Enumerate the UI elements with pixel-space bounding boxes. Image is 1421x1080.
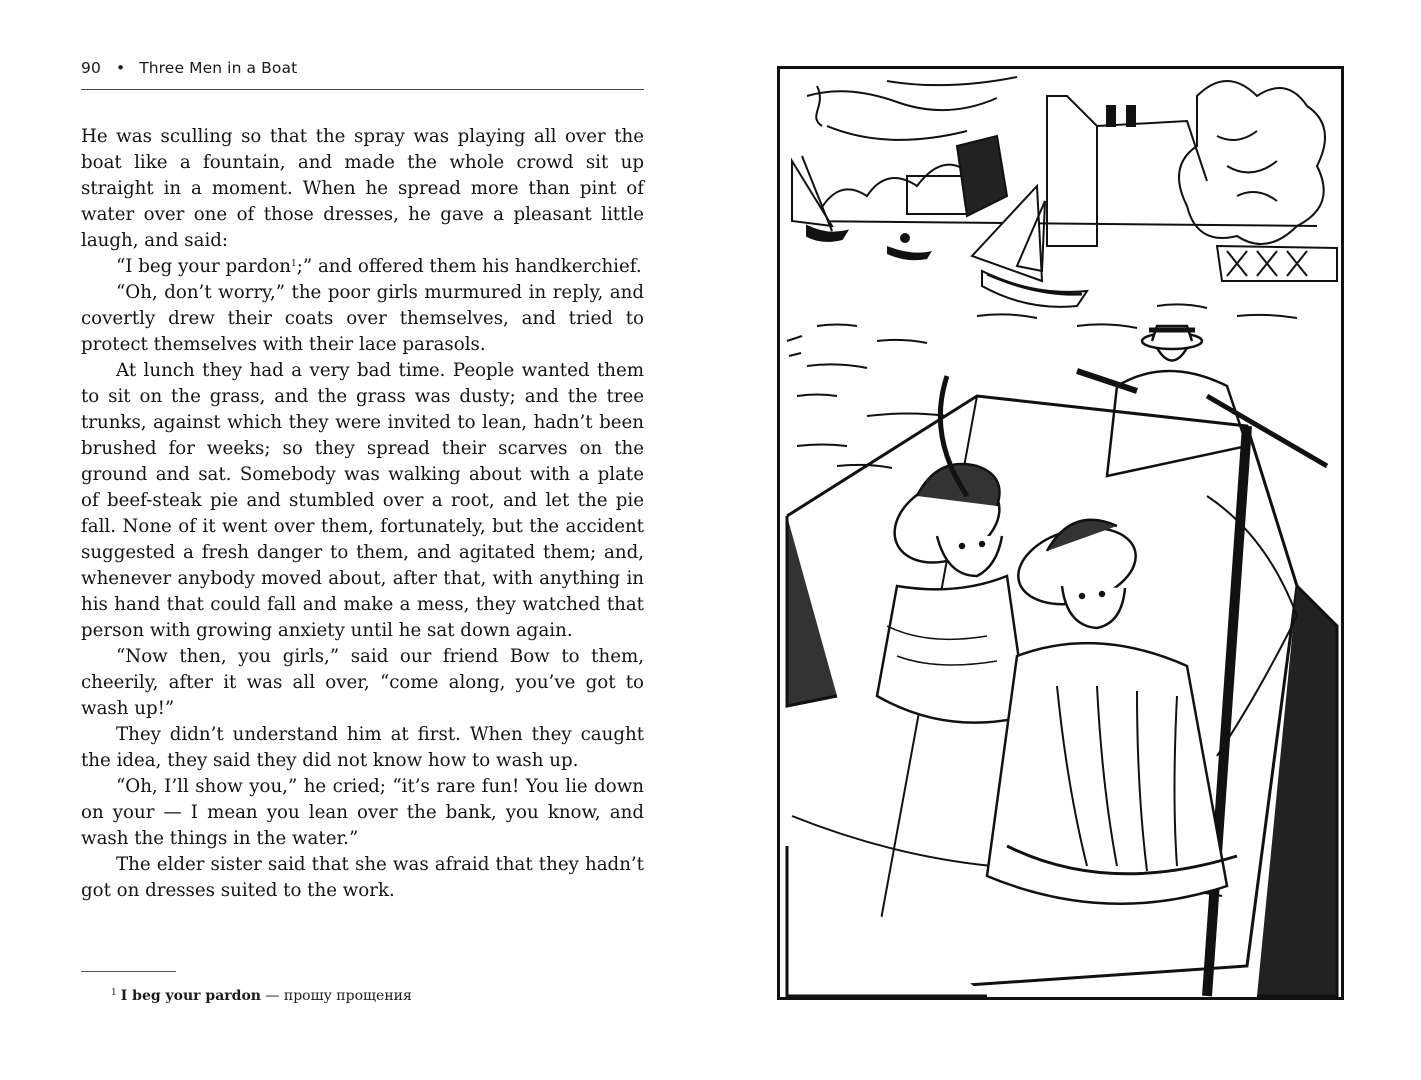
paragraph-text: “I beg your pardon <box>116 256 291 277</box>
footnote-reference[interactable]: 1 <box>291 259 297 269</box>
paragraph: They didn’t understand him at first. When they caught the idea, they said they did not know how to wash up. <box>81 724 644 771</box>
separator-bullet: • <box>115 59 126 77</box>
footnote <box>111 984 412 1005</box>
paragraph: “Oh, I’ll show you,” he cried; “it’s rare fun! You lie down on your — I mean you lean over the bank, you know, and wash the things in the water.” <box>81 776 644 849</box>
book-title: Three Men in a Boat <box>139 59 298 77</box>
footnote-marker: 1 <box>111 988 117 998</box>
footnote-dash: — <box>260 988 284 1004</box>
illustration-drawing <box>777 66 1344 1000</box>
footnote-rule <box>81 971 176 972</box>
paragraph: At lunch they had a very bad time. People wanted them to sit on the grass, and the grass was dusty; and the tree trunks, against which they were invited to lean, hadn’t been brushed for weeks; so they spread their scarves on the ground and sat. Somebody was walking about with a plate of beef-steak pie and stumbled over a root, and let the pie fall. None of it went over them, fortunately, but the accident suggested a fresh danger to them, and agitated them; and, whenever anybody moved about, after that, with anything in his hand that could fall and make a mess, they watched that person with growing anxiety until he sat down again. <box>81 360 644 641</box>
running-head <box>81 56 646 80</box>
paragraph: “Oh, don’t worry,” the poor girls murmured in reply, and covertly drew their coats over themselves, and tried to protect themselves with their lace parasols. <box>81 282 644 355</box>
footnote-translation: прошу прощения <box>283 988 412 1004</box>
page-number: 90 <box>81 59 101 77</box>
footnote-term: I beg your pardon <box>120 988 261 1004</box>
paragraph-text: ;” and offered them his handkerchief. <box>296 256 642 277</box>
paragraph: He was sculling so that the spray was playing all over the boat like a fountain, and made the whole crowd sit up straight in a moment. When he spread more than pint of water over one of those dresses, he gave a pleasant little laugh, and said: <box>81 126 644 251</box>
header-rule <box>81 89 644 90</box>
body-text <box>81 124 644 904</box>
illustration <box>777 66 1344 1000</box>
paragraph <box>81 254 644 280</box>
left-page <box>81 56 646 1004</box>
paragraph: The elder sister said that she was afraid that they hadn’t got on dresses suited to the work. <box>81 854 644 901</box>
paragraph: “Now then, you girls,” said our friend Bow to them, cheerily, after it was all over, “come along, you’ve got to wash up!” <box>81 646 644 719</box>
